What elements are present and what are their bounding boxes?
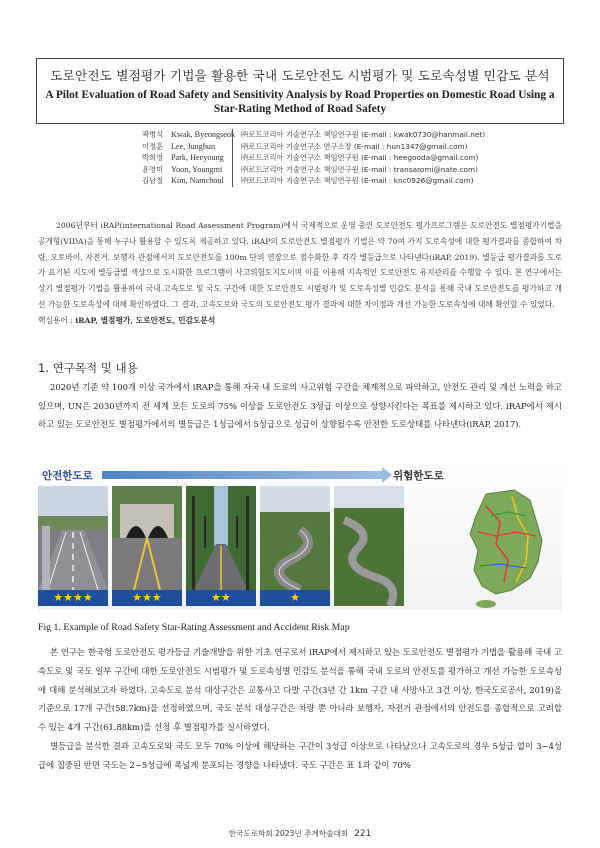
keywords-text: iRAP, 별점평가, 도로안전도, 민감도분석 xyxy=(75,315,216,325)
author-name-en: Yoon, Youngmi xyxy=(171,164,223,174)
page-number: 221 xyxy=(354,829,372,839)
star-rating-2: ★★ xyxy=(186,590,256,606)
title-box xyxy=(36,58,564,124)
paragraph-text: 본 연구는 한국형 도로안전도 평가등급 기술개발을 위한 기초 연구로서 iRAP에서 제시하고 있는 도로안전도 별점평가 기법을 활용해 국내 고속도로 및 국도 일부 구간에 대한 도로안전도 시범평가 및 도로속성별 민감도 분석을 통해 국내 도로의 안전도를 평가하고 개선 가능한 도로속성에 대해 분석해보고자 하였다. 고속도로 분석 대상구간은 교통사고 다발 구간(3년 간 1km 구간 내 사망사고 3건 이상, 한국도로공사, 2019)을 기준으로 17개 구간(58.7km)을 선정하였으며, 국도 분석 대상구간은 차량 뿐 아니라 보행자, 자전거 관점에서의 안전도를 종합적으로 고려할 수 있는 4개 구간(61.88km)을 선정 후 별점평가를 실시하였다. xyxy=(38,647,562,733)
author-affiliation: ㈜로드코리아 기술연구소 책임연구원 (E-mail : heegooda@gmail.com) xyxy=(232,152,478,164)
road-photo-winding xyxy=(334,486,404,606)
author-row xyxy=(142,164,485,176)
author-affiliation: ㈜로드코리아 기술연구소 연구소장 (E-mail : hun1347@gmail.com) xyxy=(232,141,468,153)
accident-risk-map xyxy=(456,486,560,610)
road-photo-3star-tunnel xyxy=(112,486,182,606)
label-risky-road: 위험한도로 xyxy=(393,470,444,482)
page-footer xyxy=(0,828,600,839)
author-name-en: Lee, Junghun xyxy=(171,141,216,151)
star-rating-4: ★★★★ xyxy=(38,590,108,606)
section-title: 1. 연구목적 및 내용 xyxy=(38,361,138,375)
author-affiliation: ㈜로드코리아 기술연구소 책임연구원 (E-mail : transaromi@nate.com) xyxy=(232,164,478,176)
figure-star-rating xyxy=(38,462,562,610)
figure-caption: Fig 1. Example of Road Safety Star-Rating Assessment and Accident Risk Map xyxy=(38,622,350,633)
arrow-head-icon xyxy=(382,467,392,483)
author-name-ko: 이정훈 xyxy=(142,141,164,151)
author-row xyxy=(142,129,485,141)
title-english: A Pilot Evaluation of Road Safety and Sensitivity Analysis by Road Properties on Domestic Road Using a Star-Rating Method of Road Safety xyxy=(45,89,555,115)
road-photo-4star xyxy=(38,486,108,606)
abstract-text: 2006년부터 iRAP(international Road Assessment Program)에서 국제적으로 운영 중인 도로안전도 평가프로그램은 도로안전도 별점평가기법을 공개형(VIDA)을 통해 누구나 활용할 수 있도록 제공하고 있다. iRAP의 도로안전도 별점평가 기법은 약 70여 가지 도로속성에 대한 평가결과를 종합하여 차량, 오토바이, 자전거, 보행자 관점에서의 도로안전도를 100m 단위 연장으로 점수화한 후 각각 별등급으로 나타낸다(iRAP, 2019). 별등급 평가결과를 도로가 표기된 지도에 별등급별 색상으로 도시화한 프로그램이 사고위험도지도이며 이를 이용해 지속적인 도로안전도 유지관리를 수행할 수 있다. 본 연구에서는 상기 별점평가 기법을 활용하여 국내 고속도로 및 국도 구간에 대한 도로안전도 시범평가 및 도로속성별 민감도 분석을 통해 국내 도로안전도를 평가하고 개선 가능한 도로속성에 대해 확인하였다. 그 결과, 고속도로와 국도의 도로안전도 평가 결과에 대한 차이점과 개선 가능한 도로속성에 대해 확인할 수 있었다. xyxy=(38,221,562,309)
paragraph-text: 2020년 기준 약 100개 이상 국가에서 iRAP을 통해 자국 내 도로의 사고위험 구간을 체계적으로 파악하고, 안전도 관리 및 개선 노력을 하고 있으며, UN은 2030년까지 전 세계 모든 도로의 75% 이상을 도로안전도 3성급 이상으로 상향시킨다는 목표를 제시하고 있다. iRAP에서 제시하고 있는 도로안전도 별점평가에서의 별등급은 1성급에서 5성급으로 성급이 상향될수록 안전한 도로상태를 나타낸다(iRAP, 2017). xyxy=(38,382,562,430)
author-name-ko: 김남철 xyxy=(142,176,164,186)
author-name-en: Kwak, Byeongseok xyxy=(171,130,236,139)
title-korean: 도로안전도 별점평가 기법을 활용한 국내 도로안전도 시범평가 및 도로속성별 민감도 분석 xyxy=(50,68,550,83)
author-affiliation: ㈜로드코리아 기술연구소 책임연구원 (E-mail : kwak0730@hanmail.net) xyxy=(232,129,485,141)
footer-text: 한국도로학회 2023년 추계학술대회 xyxy=(228,829,349,838)
label-safe-road: 안전한도로 xyxy=(42,470,93,482)
author-name-en: Park, Heeyoung xyxy=(171,153,224,163)
star-rating-3: ★★★ xyxy=(112,590,182,606)
author-affiliation: ㈜로드코리아 기술연구소 책임연구원 (E-mail : knc0926@gmail.com) xyxy=(232,175,474,187)
road-photo-1star-curve xyxy=(260,486,330,606)
author-name-en: Kim, Namchoul xyxy=(171,176,224,186)
keywords-label: 핵심용어 : xyxy=(38,315,73,325)
paragraph-text: 별등급을 분석한 결과 고속도로와 국도 모두 70% 이상에 해당하는 구간이 3성급 이상으로 나타났으나 고속도로의 경우 5성급 없이 3~4성급에 집중된 반면 국도는 2~5성급에 폭넓게 분포되는 경향을 나타냈다. 국도 구간은 표 1과 같이 70% xyxy=(38,740,562,770)
body-paragraph-2 xyxy=(38,643,562,775)
arrow-bar xyxy=(102,471,382,479)
author-row xyxy=(142,175,485,187)
author-name-ko: 윤영미 xyxy=(142,164,164,174)
body-paragraph-1 xyxy=(38,378,562,434)
star-rating-1: ★ xyxy=(260,590,330,606)
keywords xyxy=(38,313,562,329)
author-name-ko: 곽병석 xyxy=(142,130,164,139)
road-photo-2star-trees xyxy=(186,486,256,606)
author-row xyxy=(142,152,485,164)
author-name-ko: 박희영 xyxy=(142,153,164,163)
abstract xyxy=(38,218,562,329)
author-row xyxy=(142,141,485,153)
author-list xyxy=(142,129,485,187)
